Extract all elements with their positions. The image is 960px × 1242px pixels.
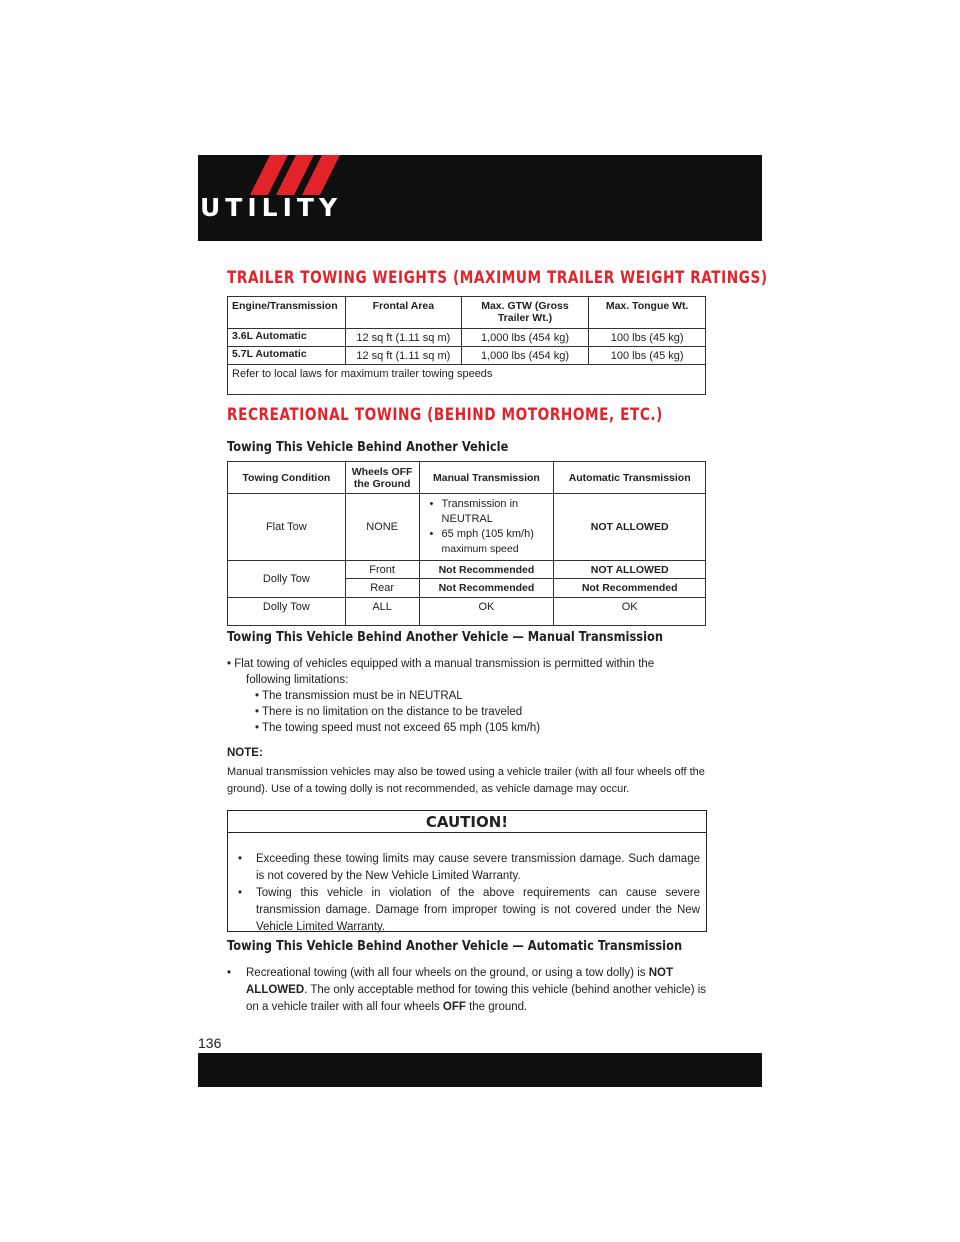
manual-transmission-list (227, 656, 707, 736)
table-cell: 5.7L Automatic (228, 347, 346, 365)
table-header-row (228, 297, 706, 329)
column-header: Max. GTW (Gross Trailer Wt.) (461, 297, 589, 329)
note-text: Manual transmission vehicles may also be towed using a vehicle trailer (with all four wheels off the ground). Use of a towing dolly is not recommended, as vehicle damage may occur. (227, 766, 705, 795)
emphasis-text: NOT ALLOWED (246, 967, 673, 996)
table-cell: 100 lbs (45 kg) (589, 329, 706, 347)
section-title-utility: UTILITY (200, 193, 343, 222)
list-item: Transmission in (441, 498, 519, 510)
list-item: 65 mph (105 km/h) (441, 528, 534, 540)
header-band (198, 155, 762, 241)
list-item: • The towing speed must not exceed 65 mph (105 km/h) (255, 722, 541, 734)
footer-band (198, 1053, 762, 1087)
table-cell: Dolly Tow (228, 561, 346, 598)
table-cell: Rear (345, 579, 419, 598)
table-cell: 1,000 lbs (454 kg) (461, 329, 589, 347)
table-row (228, 494, 706, 561)
table-cell: Flat Tow (228, 494, 346, 561)
table-cell: Not Recommended (419, 561, 554, 579)
table-cell: OK (419, 598, 554, 626)
table-cell: Not Recommended (419, 579, 554, 598)
table-cell: 12 sq ft (1.11 sq m) (345, 329, 461, 347)
column-header: Max. Tongue Wt. (589, 297, 706, 329)
list-item: • Flat towing of vehicles equipped with a manual transmission is permitted within the (227, 658, 655, 670)
manual-transmission-subheading: Towing This Vehicle Behind Another Vehicle — Manual Transmission (227, 630, 664, 645)
caution-text: Exceeding these towing limits may cause severe transmission damage. Such damage is not covered by the New Vehicle Limited Warranty. (256, 853, 700, 882)
table-row (228, 347, 706, 365)
table-cell: Dolly Tow (228, 598, 346, 626)
column-header: Automatic Transmission (554, 462, 706, 494)
table-cell: 1,000 lbs (454 kg) (461, 347, 589, 365)
table-header-row (228, 462, 706, 494)
trailer-weights-heading: TRAILER TOWING WEIGHTS (MAXIMUM TRAILER WEIGHT RATINGS) (227, 268, 768, 287)
paragraph-text: the ground. (465, 1001, 528, 1013)
list-item: • There is no limitation on the distance to be traveled (255, 706, 523, 718)
table-cell: Front (345, 561, 419, 579)
list-item: • The transmission must be in NEUTRAL (255, 690, 463, 702)
table-cell: OK (554, 598, 706, 626)
list-item: maximum speed (441, 543, 519, 555)
caution-box (227, 810, 707, 932)
recreational-towing-table (227, 461, 706, 626)
table-cell: Not Recommended (554, 579, 706, 598)
column-header: Towing Condition (228, 462, 346, 494)
table-cell: 100 lbs (45 kg) (589, 347, 706, 365)
table-row (228, 598, 706, 626)
table-note: Refer to local laws for maximum trailer towing speeds (228, 365, 706, 395)
column-header: Wheels OFF the Ground (345, 462, 419, 494)
recreational-towing-heading: RECREATIONAL TOWING (BEHIND MOTORHOME, ETC.) (227, 405, 663, 424)
list-item: following limitations: (246, 674, 349, 686)
paragraph-text: Recreational towing (with all four wheels on the ground, or using a tow dolly) is (246, 967, 649, 979)
page-number: 136 (198, 1035, 222, 1051)
caution-text: Towing this vehicle in violation of the above requirements can cause severe transmission damage. Damage from improper towing is not covered under the New Vehicle Limited Warranty. (256, 887, 700, 933)
list-item: NEUTRAL (441, 513, 493, 525)
list-item: • Towing this vehicle in violation of the above requirements can cause severe transmission damage. Damage from improper towing is not covered under the New Vehicle Limited Warranty. (238, 887, 700, 933)
paragraph-text: . The only acceptable method for towing this vehicle (behind another vehicle) is on a vehicle trailer with all four wheels (246, 984, 707, 1013)
table-cell: 3.6L Automatic (228, 329, 346, 347)
column-header: Engine/Transmission (228, 297, 346, 329)
caution-title: CAUTION! (228, 811, 706, 833)
table-cell: NONE (345, 494, 419, 561)
note-label: NOTE: (227, 747, 263, 759)
table-cell: NOT ALLOWED (554, 561, 706, 579)
caution-list (238, 851, 700, 936)
table-cell: 12 sq ft (1.11 sq m) (345, 347, 461, 365)
trailer-weights-table (227, 296, 706, 395)
towing-behind-vehicle-subheading: Towing This Vehicle Behind Another Vehicle (227, 440, 509, 455)
table-row (228, 365, 706, 395)
table-row (228, 329, 706, 347)
column-header: Frontal Area (345, 297, 461, 329)
emphasis-text: OFF (442, 1001, 466, 1013)
table-row (228, 561, 706, 579)
table-cell: • Transmission in NEUTRAL • 65 mph (105 km/h) maximum speed (419, 494, 554, 561)
automatic-transmission-subheading: Towing This Vehicle Behind Another Vehicle — Automatic Transmission (227, 939, 683, 954)
automatic-transmission-text: • Recreational towing (with all four wheels on the ground, or using a tow dolly) is NOT ALLOWED. The only acceptable method for towing this vehicle (behind another vehicle) is on a vehicle trailer with all four wheels OFF the ground. (227, 967, 707, 1013)
table-cell: NOT ALLOWED (554, 494, 706, 561)
brand-stripes-icon (250, 155, 340, 195)
column-header: Manual Transmission (419, 462, 554, 494)
table-cell: ALL (345, 598, 419, 626)
list-item: • Exceeding these towing limits may cause severe transmission damage. Such damage is not covered by the New Vehicle Limited Warranty. (238, 853, 700, 882)
